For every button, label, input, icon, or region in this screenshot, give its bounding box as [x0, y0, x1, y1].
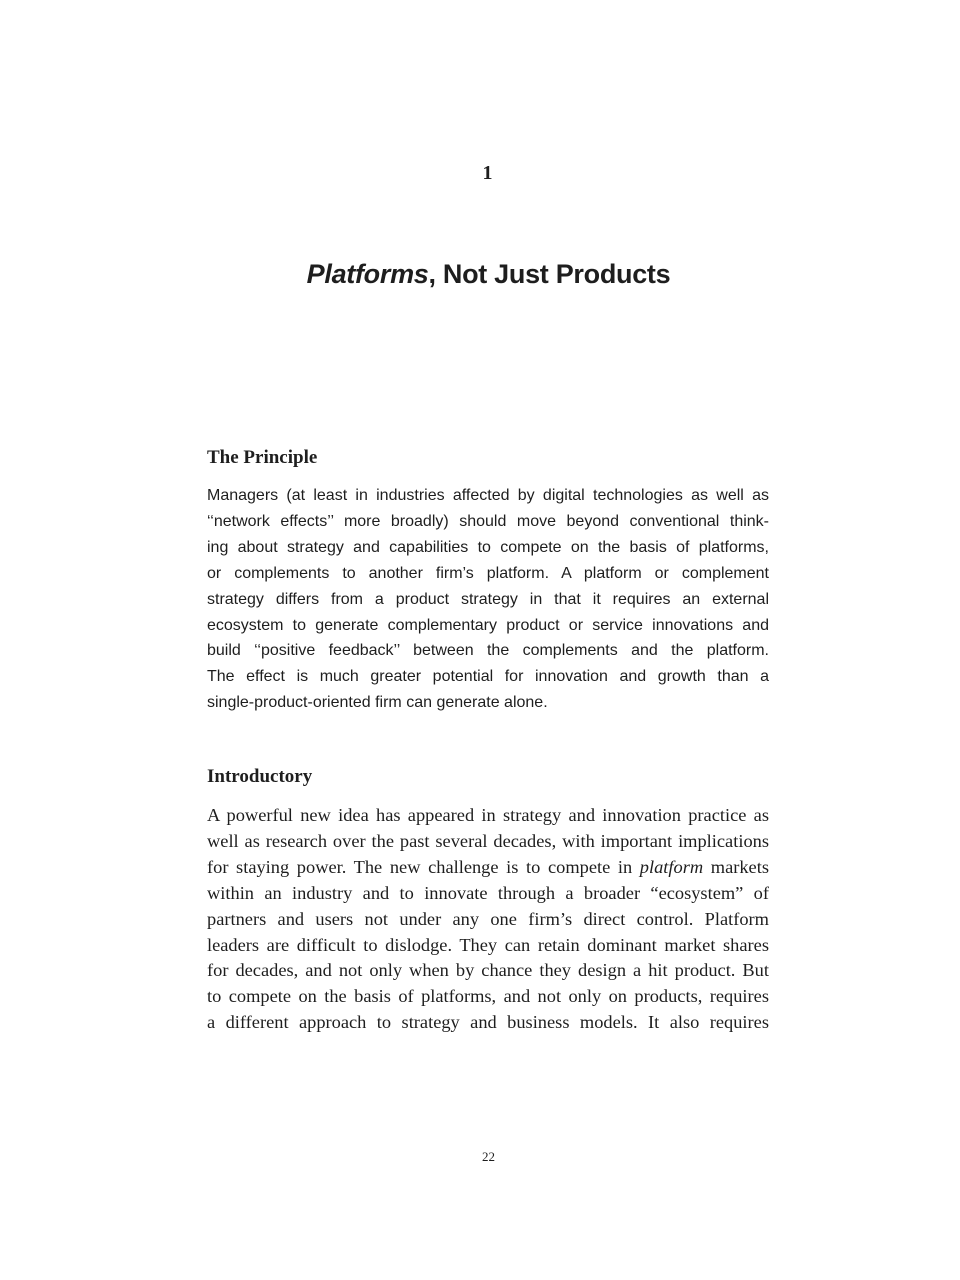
introductory-line: for decades, and not only when by chance they design a hit product. But — [207, 960, 769, 981]
principle-line: single-product-oriented firm can generate alone. — [207, 694, 548, 712]
introductory-line: partners and users not under any one firm’s direct control. Platform — [207, 908, 769, 929]
principle-line: ing about strategy and capabilities to compete on the basis of platforms, — [207, 538, 769, 556]
introductory-line: A powerful new idea has appeared in strategy and innovation practice as — [207, 805, 769, 825]
introductory-paragraph — [207, 803, 769, 1036]
principle-paragraph — [207, 483, 769, 716]
introductory-line: to compete on the basis of platforms, and not only on products, requires — [207, 986, 769, 1007]
principle-line: Managers (at least in industries affected by digital technologies as well as — [207, 487, 769, 504]
principle-heading: The Principle — [207, 447, 318, 468]
chapter-title-italic: Platforms — [306, 259, 429, 289]
introductory-heading: Introductory — [207, 766, 313, 787]
principle-line: The effect is much greater potential for innovation and growth than a — [207, 668, 769, 686]
principle-line: ecosystem to generate complementary product or service innovations and — [207, 616, 769, 634]
page-number: 22 — [482, 1149, 495, 1164]
introductory-line: within an industry and to innovate through a broader “ecosystem” of — [207, 882, 769, 903]
chapter-title-rest: , Not Just Products — [428, 259, 671, 289]
principle-line: build ‘‘positive feedback’’ between the complements and the platform. — [207, 642, 769, 660]
introductory-line-part: for staying power. The new challenge is to compete in — [207, 856, 640, 877]
introductory-line: well as research over the past several decades, with important implications — [207, 830, 769, 851]
principle-line: ‘‘network effects’’ more broadly) should move beyond conventional think- — [207, 512, 769, 530]
principle-line: strategy differs from a product strategy in that it requires an external — [207, 590, 769, 608]
chapter-title — [0, 256, 960, 292]
introductory-line: a different approach to strategy and business models. It also requires — [207, 1012, 769, 1033]
introductory-line-part: markets — [703, 856, 769, 877]
platform-emphasis: platform — [639, 856, 704, 877]
principle-line: or complements to another firm’s platform. A platform or complement — [207, 564, 769, 582]
introductory-line — [207, 855, 769, 881]
chapter-number: 1 — [482, 162, 493, 184]
introductory-line: leaders are difficult to dislodge. They can retain dominant market shares — [207, 934, 769, 955]
